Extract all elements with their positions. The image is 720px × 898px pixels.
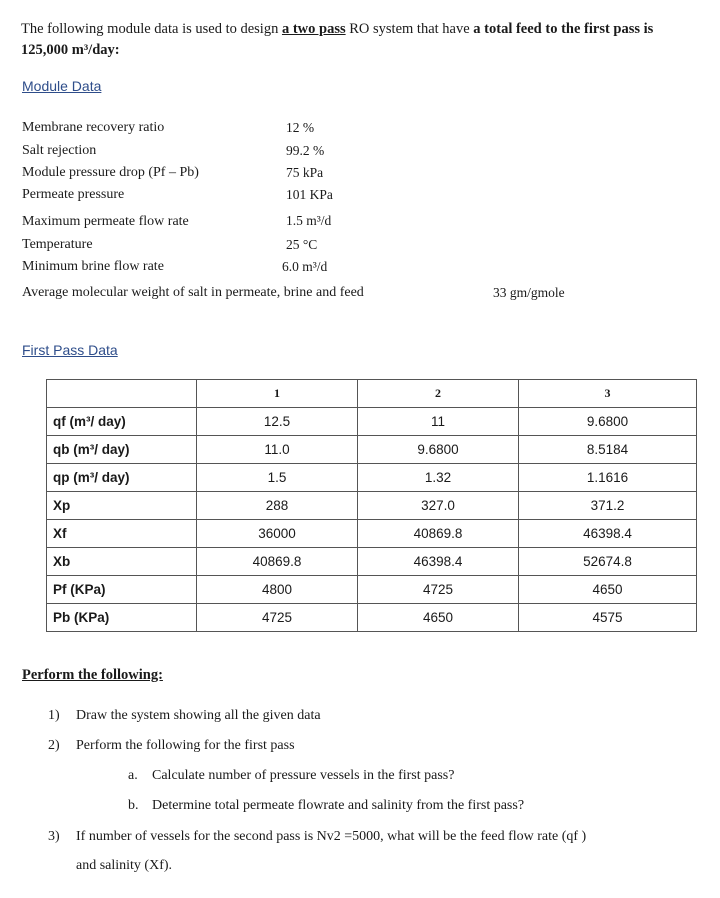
table-cell: 11 [358,408,519,436]
task-text: Draw the system showing all the given data [76,708,321,723]
table-cell: 4800 [197,576,358,604]
table-cell: 4725 [358,576,519,604]
module-label: Average molecular weight of salt in permeate, brine and feed [22,285,364,300]
task-number: 3) [48,829,60,844]
task-number: a. [128,768,138,783]
first-pass-table [46,379,697,632]
table-cell: 371.2 [519,492,697,520]
table-row [47,604,697,632]
table-row [47,436,697,464]
module-label: Salt rejection [22,143,97,158]
intro-text-2: RO system that have [345,21,474,37]
task-text: and salinity (Xf). [76,858,173,873]
row-label: qf (m³/ day) [47,408,197,436]
row-label: Pf (KPa) [47,576,197,604]
module-value: 25 °C [286,237,318,252]
row-label: Xp [47,492,197,520]
table-row [47,408,697,436]
module-value: 101 KPa [286,187,333,202]
task-item [48,738,295,754]
intro-emphasis-two-pass: a two pass [281,21,346,37]
table-row [47,576,697,604]
module-label: Minimum brine flow rate [22,259,164,274]
task-item [48,829,586,845]
row-label: Pb (KPa) [47,604,197,632]
task-text: Calculate number of pressure vessels in the first pass? [152,768,455,783]
table-cell: 52674.8 [519,548,697,576]
module-value: 75 kPa [286,165,324,180]
row-label: qp (m³/ day) [47,464,197,492]
module-data-title: Module Data [22,78,102,94]
module-value: 12 % [286,120,315,135]
table-cell: 9.6800 [358,436,519,464]
table-cell: 1.32 [358,464,519,492]
row-label: qb (m³/ day) [47,436,197,464]
table-cell: 4650 [519,576,697,604]
table-cell: 9.6800 [519,408,697,436]
intro-paragraph [21,19,701,61]
row-label: Xb [47,548,197,576]
module-label: Temperature [22,237,93,252]
column-header: 2 [358,380,519,408]
module-value: 1.5 m³/d [286,213,332,228]
task-text: Determine total permeate flowrate and salinity from the first pass? [152,798,525,813]
table-cell: 1.5 [197,464,358,492]
module-value: 33 gm/gmole [493,285,565,300]
column-header: 1 [197,380,358,408]
table-row [47,548,697,576]
table-cell: 288 [197,492,358,520]
task-text: If number of vessels for the second pass is Nv2 =5000, what will be the feed flow rate (qf ) [76,829,587,844]
module-label: Maximum permeate flow rate [22,214,189,229]
table-cell: 8.5184 [519,436,697,464]
module-value: 99.2 % [286,143,325,158]
table-cell: 1.1616 [519,464,697,492]
tasks-title: Perform the following: [22,667,163,683]
table-cell: 4725 [197,604,358,632]
table-cell: 4650 [358,604,519,632]
task-item [76,858,172,874]
column-header: 3 [519,380,697,408]
task-number: 1) [48,708,60,723]
table-cell: 40869.8 [197,548,358,576]
table-row [47,464,697,492]
task-number: b. [128,798,139,813]
table-header-row [47,380,697,408]
table-cell: 40869.8 [358,520,519,548]
task-item [128,798,524,814]
first-pass-title: First Pass Data [22,342,118,358]
module-label: Permeate pressure [22,187,125,202]
module-label: Module pressure drop (Pf – Pb) [22,165,199,180]
task-text: Perform the following for the first pass [76,738,295,753]
task-item [48,708,321,724]
table-cell: 36000 [197,520,358,548]
table-cell: 46398.4 [358,548,519,576]
module-label: Membrane recovery ratio [22,120,165,135]
table-cell: 4575 [519,604,697,632]
task-number: 2) [48,738,60,753]
table-cell: 46398.4 [519,520,697,548]
table-corner-cell [47,380,197,408]
table-cell: 327.0 [358,492,519,520]
table-row [47,520,697,548]
intro-emphasis-total-feed: a total feed to the first pass is 125,000 m³/day: [21,21,654,58]
row-label: Xf [47,520,197,548]
table-cell: 12.5 [197,408,358,436]
intro-text-1: The following module data is used to design [21,21,282,37]
task-item [128,768,454,784]
module-value: 6.0 m³/d [282,259,328,274]
table-cell: 11.0 [197,436,358,464]
table-row [47,492,697,520]
